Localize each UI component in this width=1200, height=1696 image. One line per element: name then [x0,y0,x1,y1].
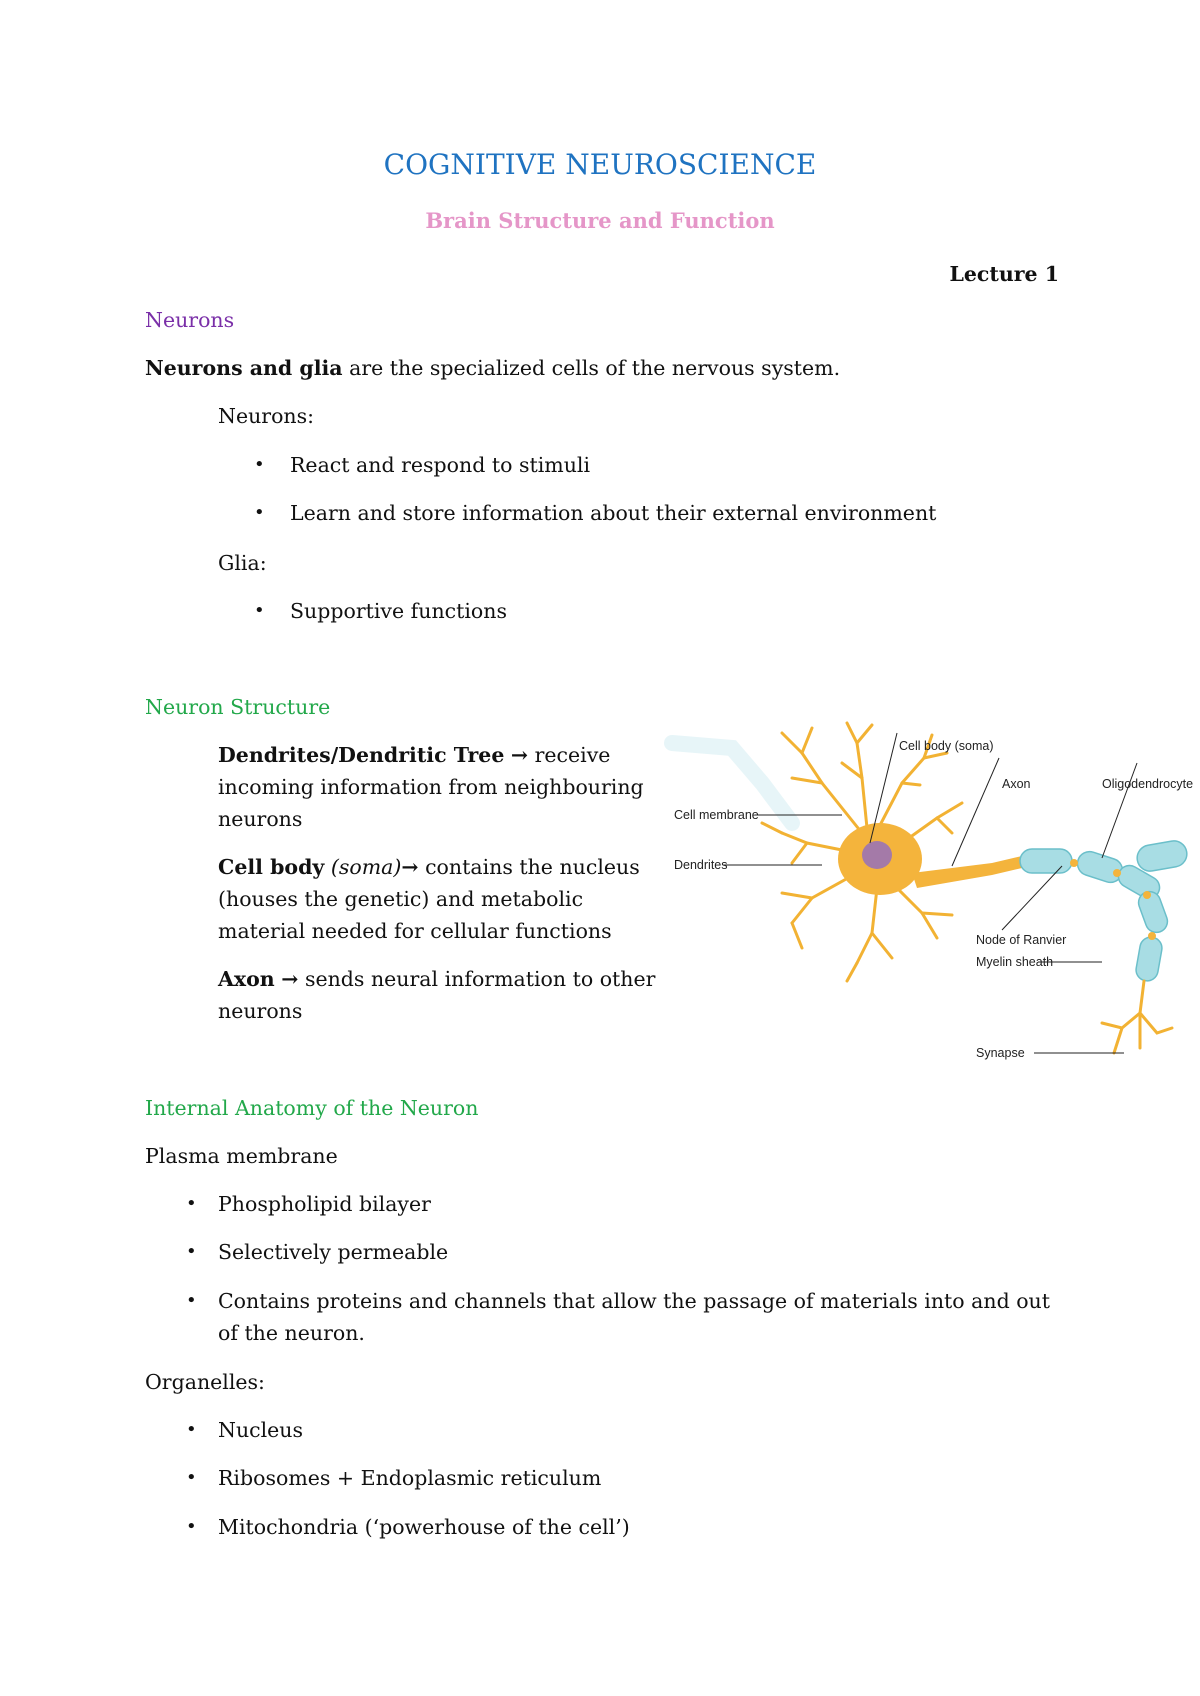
list-item: Nucleus [218,1418,304,1442]
arrow-icon: → [281,967,299,991]
synapse-terminals [1102,981,1172,1053]
label-cell-membrane: Cell membrane [674,808,759,822]
nucleus [862,841,892,869]
definition: receive incoming information from neighbouring neurons [218,743,644,831]
arrow-icon: → [401,855,419,879]
label-oligodendrocyte: Oligodendrocyte [1102,777,1194,791]
plasma-membrane-label: Plasma membrane [145,1144,338,1168]
bullet-dot: • [186,1467,197,1488]
bullet-dot: • [186,1290,197,1311]
internal-anatomy-heading: Internal Anatomy of the Neuron [145,1096,479,1120]
bullet-dot: • [186,1241,197,1262]
list-item: Phospholipid bilayer [218,1192,431,1216]
bullet-dot: • [186,1516,197,1537]
structure-item-cell-body [218,851,658,947]
bullet-dot: • [254,502,265,523]
neurons-intro [145,354,840,382]
label-dendrites: Dendrites [674,858,728,872]
bullet-dot: • [186,1193,197,1214]
neurons-label: Neurons: [218,404,315,428]
term: Cell body [218,855,325,879]
list-item: Contains proteins and channels that allow the passage of materials into and out of the neuron. [218,1289,1050,1345]
term: Dendrites/Dendritic Tree [218,743,505,767]
glia-label: Glia: [218,551,267,575]
list-item: React and respond to stimuli [290,453,591,477]
term-italic: (soma) [324,855,402,879]
label-cell-body: Cell body (soma) [899,739,994,753]
lecture-label: Lecture 1 [949,262,1059,286]
structure-item-axon [218,963,658,1027]
bullet-dot: • [186,1419,197,1440]
document-subtitle: Brain Structure and Function [425,208,775,233]
list-item: Selectively permeable [218,1240,449,1264]
definition: contains the nucleus (houses the genetic) and metabolic material needed for cellular functions [218,855,640,943]
bullet-dot: • [254,454,265,475]
document-title: COGNITIVE NEUROSCIENCE [383,148,817,181]
label-node-of-ranvier: Node of Ranvier [976,933,1067,947]
neurons-intro-text: are the specialized cells of the nervous system. [342,356,841,380]
neuron-diagram [662,723,1194,1091]
arrow-icon: → [510,743,529,767]
label-axon: Axon [1002,777,1031,791]
list-item: Ribosomes + Endoplasmic reticulum [218,1466,602,1490]
term: Axon [218,967,275,991]
label-myelin-sheath: Myelin sheath [976,955,1054,969]
label-synapse: Synapse [976,1046,1025,1060]
structure-item-dendrites [218,739,658,835]
neurons-intro-bold: Neurons and glia [145,356,343,380]
bullet-dot: • [254,600,265,621]
axon-hillock [912,856,1022,888]
list-item: Mitochondria (‘powerhouse of the cell’) [218,1515,630,1539]
neuron-structure-heading: Neuron Structure [145,695,331,719]
definition: sends neural information to other neurons [218,967,656,1023]
neurons-heading: Neurons [145,308,235,332]
organelles-label: Organelles: [145,1370,265,1394]
list-item: Learn and store information about their external environment [290,501,937,525]
list-item: Supportive functions [290,599,507,623]
